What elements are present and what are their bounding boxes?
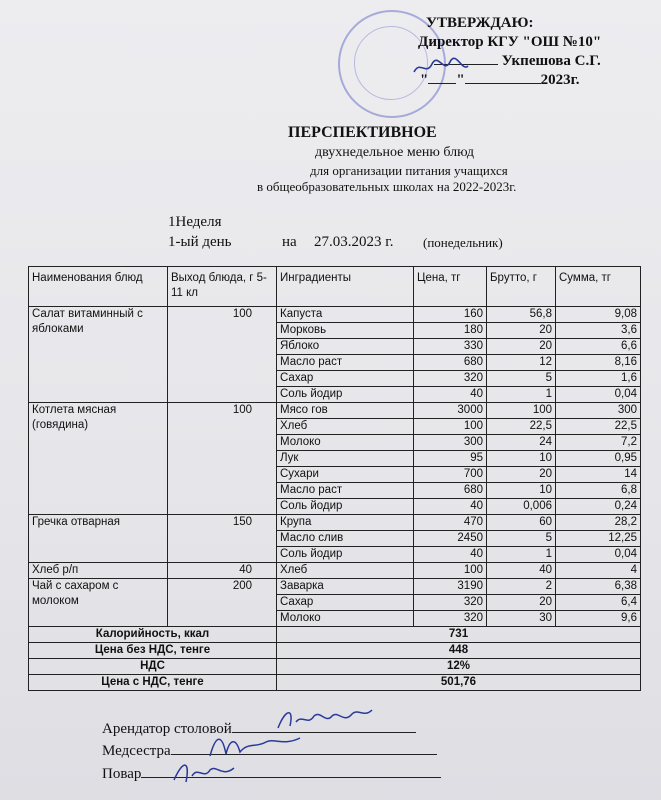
sum-cell: 300 — [556, 403, 641, 419]
price-cell: 3000 — [414, 403, 487, 419]
ingredient-cell: Хлеб — [277, 563, 414, 579]
ingredient-cell: Масло раст — [277, 483, 414, 499]
price-cell: 180 — [414, 323, 487, 339]
summary-value: 12% — [277, 659, 641, 675]
menu-table-body — [29, 307, 641, 691]
cook-label: Повар — [102, 766, 142, 782]
price-cell: 40 — [414, 547, 487, 563]
gross-cell: 10 — [487, 451, 556, 467]
gross-cell: 20 — [487, 595, 556, 611]
price-cell: 320 — [414, 611, 487, 627]
summary-label: НДС — [29, 659, 277, 675]
gross-cell: 20 — [487, 467, 556, 483]
sum-cell: 8,16 — [556, 355, 641, 371]
gross-cell: 20 — [487, 323, 556, 339]
price-cell: 680 — [414, 483, 487, 499]
dish-name-cell: Хлеб р/п — [29, 563, 168, 579]
menu-table — [28, 266, 641, 691]
summary-value: 501,76 — [277, 675, 641, 691]
ingredient-cell: Хлеб — [277, 419, 414, 435]
ingredient-cell: Яблоко — [277, 339, 414, 355]
sum-cell: 0,24 — [556, 499, 641, 515]
dish-name-cell: Котлета мясная (говядина) — [29, 403, 168, 515]
gross-cell: 10 — [487, 483, 556, 499]
price-cell: 40 — [414, 499, 487, 515]
table-header-row — [29, 267, 641, 307]
dish-yield-cell: 100 — [168, 307, 277, 403]
header-price: Цена, тг — [414, 267, 487, 307]
gross-cell: 60 — [487, 515, 556, 531]
price-cell: 320 — [414, 371, 487, 387]
summary-value: 731 — [277, 627, 641, 643]
sum-cell: 9,6 — [556, 611, 641, 627]
table-row — [29, 579, 641, 595]
ingredient-cell: Мясо гов — [277, 403, 414, 419]
gross-cell: 40 — [487, 563, 556, 579]
table-row — [29, 307, 641, 323]
header-ingredients: Инградиенты — [277, 267, 414, 307]
price-cell: 680 — [414, 355, 487, 371]
sum-cell: 0,04 — [556, 387, 641, 403]
gross-cell: 100 — [487, 403, 556, 419]
gross-cell: 1 — [487, 387, 556, 403]
table-row — [29, 403, 641, 419]
date-quote-open: " — [420, 72, 429, 88]
sum-cell: 28,2 — [556, 515, 641, 531]
summary-row — [29, 643, 641, 659]
director-name: Укпешова С.Г. — [501, 53, 601, 69]
gross-cell: 30 — [487, 611, 556, 627]
sum-cell: 6,6 — [556, 339, 641, 355]
price-cell: 100 — [414, 563, 487, 579]
price-cell: 3190 — [414, 579, 487, 595]
header-sum: Сумма, тг — [556, 267, 641, 307]
price-cell: 40 — [414, 387, 487, 403]
ingredient-cell: Соль йодир — [277, 387, 414, 403]
document-title: ПЕРСПЕКТИВНОЕ — [288, 124, 437, 141]
price-cell: 700 — [414, 467, 487, 483]
sum-cell: 3,6 — [556, 323, 641, 339]
ingredient-cell: Сахар — [277, 371, 414, 387]
sum-cell: 6,38 — [556, 579, 641, 595]
summary-row — [29, 659, 641, 675]
table-row — [29, 563, 641, 579]
header-yield: Выход блюда, г 5-11 кл — [168, 267, 277, 307]
dish-yield-cell: 200 — [168, 579, 277, 627]
dish-yield-cell: 40 — [168, 563, 277, 579]
document-subtitle: двухнедельное меню блюд — [315, 145, 475, 160]
sum-cell: 6,4 — [556, 595, 641, 611]
ingredient-cell: Лук — [277, 451, 414, 467]
sum-cell: 22,5 — [556, 419, 641, 435]
sum-cell: 7,2 — [556, 435, 641, 451]
ingredient-cell: Масло слив — [277, 531, 414, 547]
day-label: 1-ый день — [168, 234, 232, 250]
ingredient-cell: Соль йодир — [277, 499, 414, 515]
summary-label: Калорийность, ккал — [29, 627, 277, 643]
price-cell: 320 — [414, 595, 487, 611]
summary-value: 448 — [277, 643, 641, 659]
signature-cook — [102, 766, 441, 783]
sum-cell: 6,8 — [556, 483, 641, 499]
nurse-label: Медсестра — [102, 743, 171, 759]
ingredient-cell: Сухари — [277, 467, 414, 483]
gross-cell: 20 — [487, 339, 556, 355]
ingredient-cell: Капуста — [277, 307, 414, 323]
ingredient-cell: Молоко — [277, 611, 414, 627]
cook-signature — [170, 756, 240, 786]
price-cell: 2450 — [414, 531, 487, 547]
table-row — [29, 515, 641, 531]
director-signature — [410, 56, 470, 80]
gross-cell: 0,006 — [487, 499, 556, 515]
sum-cell: 9,08 — [556, 307, 641, 323]
date-quote-close: " — [456, 72, 465, 88]
gross-cell: 56,8 — [487, 307, 556, 323]
ingredient-cell: Морковь — [277, 323, 414, 339]
header-dish: Наименования блюд — [29, 267, 168, 307]
week-label: 1Неделя — [168, 214, 222, 230]
sum-cell: 0,04 — [556, 547, 641, 563]
gross-cell: 22,5 — [487, 419, 556, 435]
day-na: на — [282, 234, 297, 250]
gross-cell: 2 — [487, 579, 556, 595]
price-cell: 95 — [414, 451, 487, 467]
approval-heading: УТВЕРЖДАЮ: — [426, 15, 534, 31]
gross-cell: 1 — [487, 547, 556, 563]
ingredient-cell: Крупа — [277, 515, 414, 531]
gross-cell: 5 — [487, 531, 556, 547]
header-gross: Брутто, г — [487, 267, 556, 307]
price-cell: 300 — [414, 435, 487, 451]
summary-row — [29, 627, 641, 643]
date-year: 2023г. — [540, 72, 580, 88]
price-cell: 330 — [414, 339, 487, 355]
price-cell: 100 — [414, 419, 487, 435]
dish-name-cell: Чай с сахаром с молоком — [29, 579, 168, 627]
ingredient-cell: Сахар — [277, 595, 414, 611]
sum-cell: 1,6 — [556, 371, 641, 387]
gross-cell: 24 — [487, 435, 556, 451]
dish-yield-cell: 150 — [168, 515, 277, 563]
dish-name-cell: Гречка отварная — [29, 515, 168, 563]
summary-label: Цена с НДС, тенге — [29, 675, 277, 691]
dish-yield-cell: 100 — [168, 403, 277, 515]
ingredient-cell: Молоко — [277, 435, 414, 451]
sum-cell: 4 — [556, 563, 641, 579]
sum-cell: 14 — [556, 467, 641, 483]
summary-row — [29, 675, 641, 691]
ingredient-cell: Заварка — [277, 579, 414, 595]
document-purpose: для организации питания учащихся — [310, 163, 508, 178]
ingredient-cell: Масло раст — [277, 355, 414, 371]
gross-cell: 5 — [487, 371, 556, 387]
sum-cell: 12,25 — [556, 531, 641, 547]
day-line — [168, 234, 503, 251]
summary-label: Цена без НДС, тенге — [29, 643, 277, 659]
ingredient-cell: Соль йодир — [277, 547, 414, 563]
approval-position: Директор КГУ "ОШ №10" — [418, 34, 602, 50]
document-schools: в общеобразовательных школах на 2022-2023г. — [257, 179, 517, 194]
gross-cell: 12 — [487, 355, 556, 371]
day-date: 27.03.2023 г. — [314, 234, 394, 250]
sum-cell: 0,95 — [556, 451, 641, 467]
dish-name-cell: Салат витаминный с яблоками — [29, 307, 168, 403]
price-cell: 160 — [414, 307, 487, 323]
tenant-label: Арендатор столовой — [102, 721, 232, 737]
day-weekday: (понедельник) — [423, 235, 503, 250]
price-cell: 470 — [414, 515, 487, 531]
